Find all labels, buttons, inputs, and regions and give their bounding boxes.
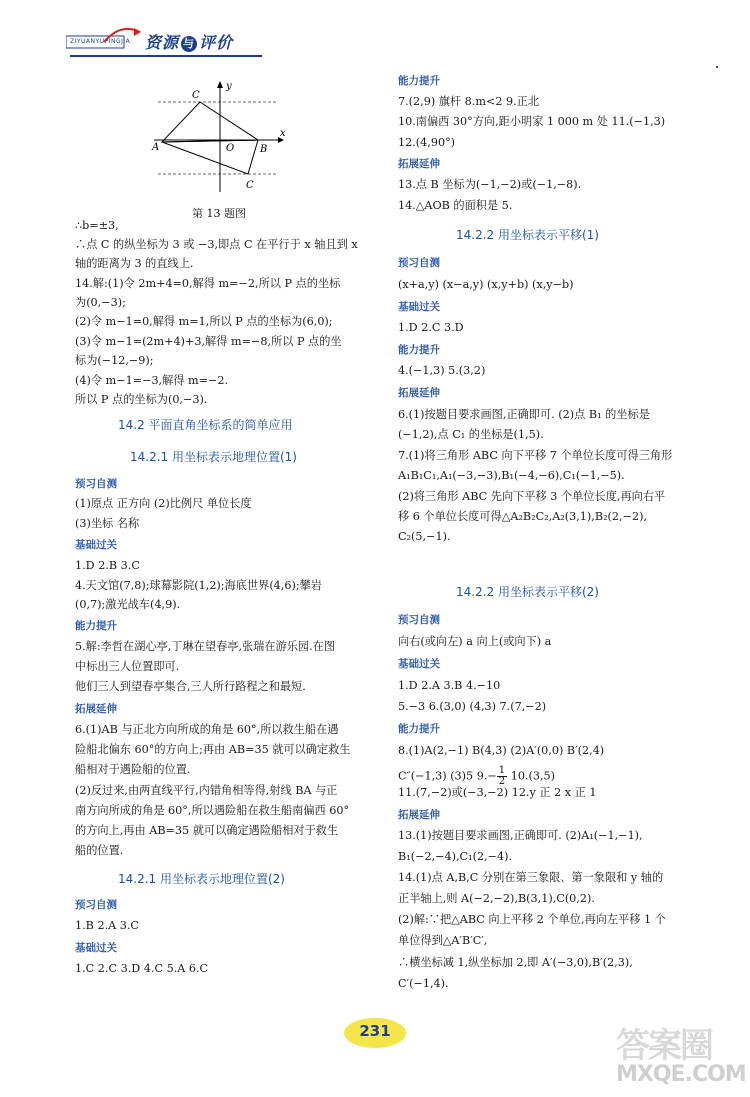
answer-line: ∴点 C 的纵坐标为 3 或 −3,即点 C 在平行于 x 轴且到 x xyxy=(75,238,358,251)
answer-line: 船相对于遇险船的位置. xyxy=(75,763,191,776)
answer-line: A₁B₁C₁,A₁(−3,−3),B₁(−4,−6),C₁(−1,−5). xyxy=(398,469,625,482)
answer-line: 5.−3 6.(3,0) (4,3) 7.(7,−2) xyxy=(398,700,547,713)
section-title: 14.2.2 用坐标表示平移(1) xyxy=(456,228,599,242)
answer-line: 南方向所成的角是 60°,所以遇险船在救生船南偏西 60° xyxy=(75,804,350,817)
answer-line: 6.(1)AB 与正北方向所成的角是 60°,所以救生船在遇 xyxy=(75,723,339,736)
header-title-a: 资源 xyxy=(145,33,180,52)
answer-line: 7.(1)将三角形 ABC 向下平移 7 个单位长度可得三角形 xyxy=(398,449,673,462)
coordinate-figure xyxy=(150,78,290,196)
section-title: 14.2 平面直角坐标系的简单应用 xyxy=(118,418,293,432)
fraction-line-post: 10.(3,5) xyxy=(507,769,556,783)
section-title: 14.2.2 用坐标表示平移(2) xyxy=(456,585,599,599)
label-C: C xyxy=(192,90,200,101)
answer-line: C₂(5,−1). xyxy=(398,530,451,543)
header-pinyin: ZIYUANYUPINGJIA xyxy=(70,38,131,45)
answer-line: 正半轴上,则 A(−2,−2),B(3,1),C(0,2). xyxy=(398,892,595,905)
fraction-line-pre: C″(−1,3) (3)5 9.− xyxy=(398,769,497,783)
answer-line: 12.(4,90°) xyxy=(398,136,456,149)
subsection-heading: 预习自测 xyxy=(75,899,117,911)
answer-line: 中标出三人位置即可. xyxy=(75,660,180,673)
answer-line: 14.解:(1)令 2m+4=0,解得 m=−2,所以 P 点的坐标 xyxy=(75,277,341,290)
answer-line: 移 6 个单位长度可得△A₂B₂C₂,A₂(3,1),B₂(2,−2), xyxy=(398,510,648,523)
answer-line: 他们三人到望春亭集合,三人所行路程之和最短. xyxy=(75,680,306,693)
answer-line: 6.(1)按题目要求画图,正确即可. (2)点 B₁ 的坐标是 xyxy=(398,408,650,421)
answer-line: 轴的距离为 3 的直线上. xyxy=(75,257,194,270)
section-title: 14.2.1 用坐标表示地理位置(1) xyxy=(130,450,297,464)
answer-line: 的方向上,再由 AB=35 就可以确定遇险船相对于救生 xyxy=(75,824,339,837)
fraction-numerator: 1 xyxy=(498,765,506,776)
answer-line: 10.南偏西 30°方向,距小明家 1 000 m 处 11.(−1,3) xyxy=(398,115,666,128)
fraction-denominator: 2 xyxy=(498,776,506,787)
answer-line: 11.(7,−2)或(−3,−2) 12.y 正 2 x 正 1 xyxy=(398,786,597,799)
answer-line: (2)解:∵把△ABC 向上平移 2 个单位,再向左平移 1 个 xyxy=(398,913,666,926)
label-C-lower: C xyxy=(246,180,254,191)
subsection-heading: 基础过关 xyxy=(75,942,117,954)
subsection-heading: 预习自测 xyxy=(75,478,117,490)
answer-line: 向右(或向左) a 向上(或向下) a xyxy=(398,635,552,648)
answer-line: ∴横坐标减 1,纵坐标加 2,即 A′(−3,0),B′(2,3), xyxy=(398,956,633,969)
label-x: x xyxy=(280,128,286,139)
label-A: A xyxy=(152,142,160,153)
figure-caption: 第 13 题图 xyxy=(192,207,246,220)
label-O: O xyxy=(226,143,235,154)
subsection-heading: 能力提升 xyxy=(398,723,440,735)
answer-line: (3)坐标 名称 xyxy=(75,517,140,530)
answer-line: 船的位置. xyxy=(75,844,124,857)
answer-line: 8.(1)A(2,−1) B(4,3) (2)A′(0,0) B′(2,4) xyxy=(398,744,605,757)
subsection-heading: 能力提升 xyxy=(75,620,117,632)
answer-line: (2)令 m−1=0,解得 m=1,所以 P 点的坐标为(6,0); xyxy=(75,315,333,328)
subsection-heading: 基础过关 xyxy=(75,539,117,551)
answer-line: 7.(2,9) 旗杆 8.m<2 9.正北 xyxy=(398,95,540,108)
answer-line: (1)原点 正方向 (2)比例尺 单位长度 xyxy=(75,497,252,510)
answer-line: 13.点 B 坐标为(−1,−2)或(−1,−8). xyxy=(398,178,582,191)
answer-line: 1.C 2.C 3.D 4.C 5.A 6.C xyxy=(75,962,209,975)
subsection-heading: 拓展延伸 xyxy=(398,387,440,399)
subsection-heading: 预习自测 xyxy=(398,614,440,626)
answer-line: 13.(1)按题目要求画图,正确即可. (2)A₁(−1,−1), xyxy=(398,829,643,842)
answer-line: 1.D 2.A 3.B 4.−10 xyxy=(398,679,501,692)
header-title-yu: 与 xyxy=(183,37,196,50)
answer-line: 单位得到△A′B′C′, xyxy=(398,934,488,947)
answer-line: 所以 P 点的坐标为(0,−3). xyxy=(75,393,208,406)
answer-line: 险船北偏东 60°的方向上;再由 AB=35 就可以确定救生 xyxy=(75,743,351,756)
watermark-logo: 答案圈 xyxy=(616,1026,712,1066)
answer-line: 1.D 2.C 3.D xyxy=(398,321,464,334)
header-title-b: 评价 xyxy=(199,33,234,52)
subsection-heading: 能力提升 xyxy=(398,75,440,87)
watermark-url: MXQE.COM xyxy=(616,1062,746,1087)
label-y: y xyxy=(226,81,232,92)
page-number: 231 xyxy=(359,1022,391,1040)
subsection-heading: 基础过关 xyxy=(398,658,440,670)
subsection-heading: 拓展延伸 xyxy=(398,809,440,821)
answer-line-fraction xyxy=(398,766,555,787)
answer-line: (2)将三角形 ABC 先向下平移 3 个单位长度,再向右平 xyxy=(398,490,666,503)
answer-line: (0,7);激光战车(4,9). xyxy=(75,598,181,611)
subsection-heading: 预习自测 xyxy=(398,257,440,269)
subsection-heading: 拓展延伸 xyxy=(398,158,440,170)
answer-line: 为(0,−3); xyxy=(75,296,126,309)
answer-line: (4)令 m−1=−3,解得 m=−2. xyxy=(75,374,229,387)
subsection-heading: 拓展延伸 xyxy=(75,703,117,715)
section-title: 14.2.1 用坐标表示地理位置(2) xyxy=(118,872,285,886)
answer-line: 5.解:李哲在湖心亭,丁琳在望春亭,张瑞在游乐园.在图 xyxy=(75,640,336,653)
answer-line: 14.△AOB 的面积是 5. xyxy=(398,199,513,212)
answer-line: B₁(−2,−4),C₁(2,−4). xyxy=(398,850,513,863)
subsection-heading: 能力提升 xyxy=(398,344,440,356)
answer-line: (3)令 m−1=(2m+4)+3,解得 m=−8,所以 P 点的坐 xyxy=(75,335,342,348)
answer-line: 4.天文馆(7,8);球幕影院(1,2);海底世界(4,6);攀岩 xyxy=(75,579,322,592)
answer-line: 标为(−12,−9); xyxy=(75,354,154,367)
answer-line: 14.(1)点 A,B,C 分别在第三象限、第一象限和 y 轴的 xyxy=(398,871,664,884)
answer-line: C′(−1,4). xyxy=(398,977,449,990)
subsection-heading: 基础过关 xyxy=(398,301,440,313)
arrow-icon xyxy=(100,24,144,46)
header-title xyxy=(145,30,233,53)
header-rule xyxy=(70,55,262,57)
answer-line: 1.B 2.A 3.C xyxy=(75,919,139,932)
answer-line: 4.(−1,3) 5.(3,2) xyxy=(398,364,486,377)
label-B: B xyxy=(260,144,268,155)
fraction-one-half xyxy=(497,766,507,787)
answer-line: (x+a,y) (x−a,y) (x,y+b) (x,y−b) xyxy=(398,278,574,291)
answer-line: 1.D 2.B 3.C xyxy=(75,559,140,572)
page-mark xyxy=(716,66,718,68)
answer-line: (−1,2),点 C₁ 的坐标是(1,5). xyxy=(398,428,544,441)
answer-line: (2)反过来,由两直线平行,内错角相等得,射线 BA 与正 xyxy=(75,784,338,797)
answer-line: ∴b=±3, xyxy=(75,219,119,232)
